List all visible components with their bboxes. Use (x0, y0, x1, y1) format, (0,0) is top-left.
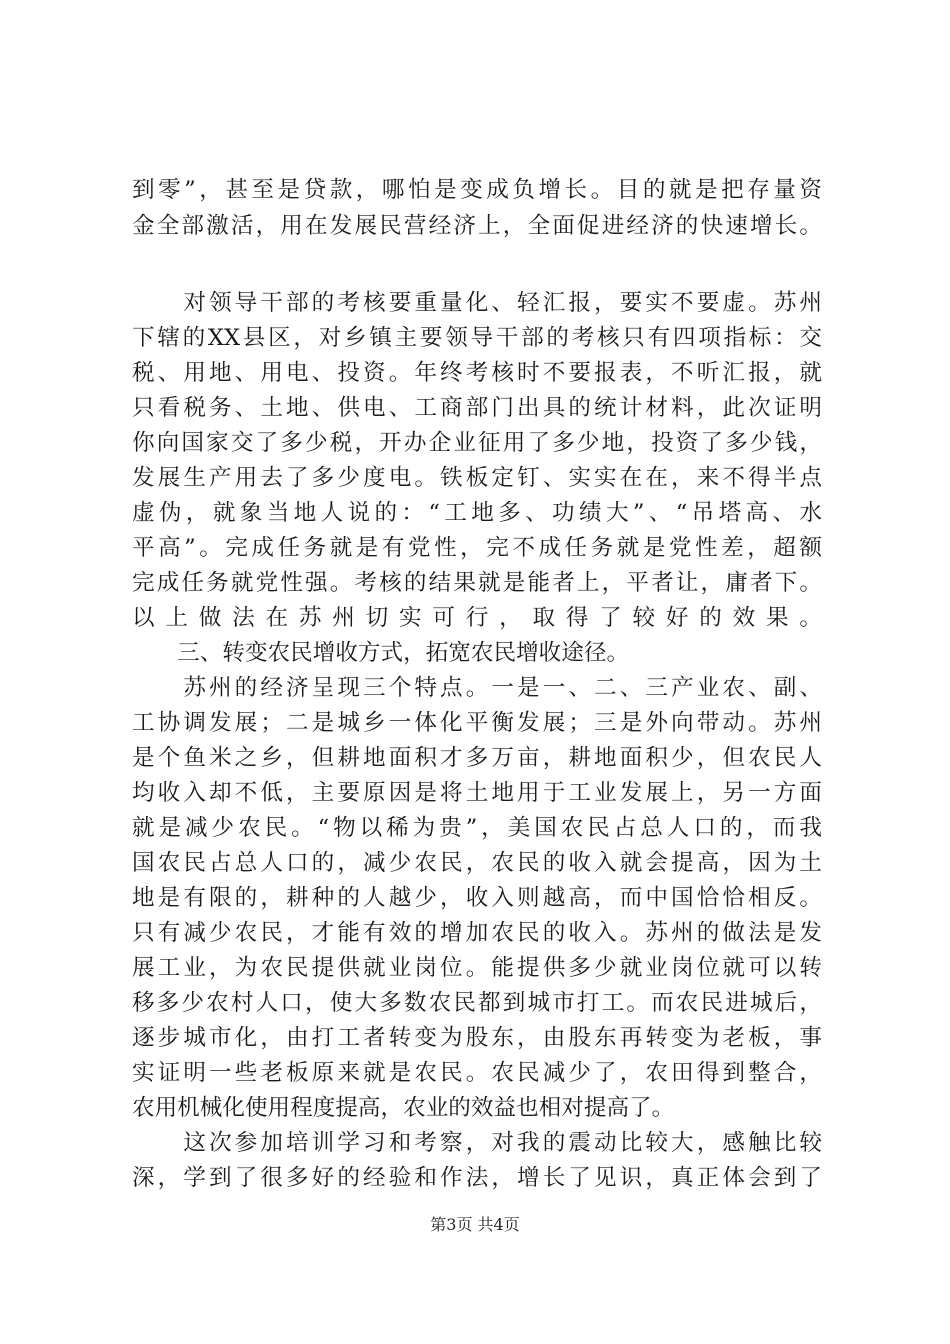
text-line: 是个鱼米之乡，但耕地面积才多万亩，耕地面积少，但农民人 (132, 745, 822, 771)
text-line: 到零”，甚至是贷款，哪怕是变成负增长。目的就是把存量资 (132, 177, 822, 203)
section-heading: 三、转变农民增收方式，拓宽农民增收途径。 (132, 640, 630, 666)
text-line: 只看税务、土地、供电、工商部门出具的统计材料，此次证明 (132, 395, 822, 421)
text-line: 你向国家交了多少税，开办企业征用了多少地，投资了多少钱， (132, 430, 822, 456)
text-line: 税、用地、用电、投资。年终考核时不要报表，不听汇报，就 (132, 360, 822, 386)
text-line: 移多少农村人口，使大多数农民都到城市打工。而农民进城后， (132, 990, 822, 1016)
page-number-footer: 第3页 共4页 (430, 1215, 520, 1234)
text-line: 展工业，为农民提供就业岗位。能提供多少就业岗位就可以转 (132, 955, 822, 981)
text-line: 发展生产用去了多少度电。铁板定钉、实实在在，来不得半点 (132, 465, 822, 491)
text-line: 国农民占总人口的，减少农民，农民的收入就会提高，因为土 (132, 850, 822, 876)
text-line: 逐步城市化，由打工者转变为股东，由股东再转变为老板，事 (132, 1025, 822, 1051)
text-line: 平高”。完成任务就是有党性，完不成任务就是党性差，超额 (132, 535, 822, 561)
text-line: 深，学到了很多好的经验和作法，增长了见识，真正体会到了 (132, 1165, 822, 1191)
text-line: 就是减少农民。“物以稀为贵”，美国农民占总人口的，而我 (132, 815, 822, 841)
text-line: 只有减少农民，才能有效的增加农民的收入。苏州的做法是发 (132, 920, 822, 946)
text-line: 以上做法在苏州切实可行，取得了较好的效果。 (132, 605, 822, 631)
text-line: 苏州的经济呈现三个特点。一是一、二、三产业农、副、 (132, 675, 822, 701)
text-line: 实证明一些老板原来就是农民。农民减少了，农田得到整合， (132, 1060, 822, 1086)
text-line: 地是有限的，耕种的人越少，收入则越高，而中国恰恰相反。 (132, 885, 822, 911)
text-line: 均收入却不低，主要原因是将土地用于工业发展上，另一方面 (132, 780, 822, 806)
text-line: 工协调发展；二是城乡一体化平衡发展；三是外向带动。苏州 (132, 710, 822, 736)
text-line: 对领导干部的考核要重量化、轻汇报，要实不要虚。苏州 (132, 290, 822, 316)
text-line: 农用机械化使用程度提高，农业的效益也相对提高了。 (132, 1095, 675, 1121)
text-line: 完成任务就党性强。考核的结果就是能者上，平者让，庸者下。 (132, 570, 822, 596)
text-line: 这次参加培训学习和考察，对我的震动比较大，感触比较 (132, 1130, 822, 1156)
text-line: 金全部激活，用在发展民营经济上，全面促进经济的快速增长。 (132, 213, 822, 239)
text-line: 下辖的XX县区，对乡镇主要领导干部的考核只有四项指标：交 (132, 325, 822, 351)
text-line: 虚伪，就象当地人说的：“工地多、功绩大”、“吊塔高、水 (132, 500, 822, 526)
